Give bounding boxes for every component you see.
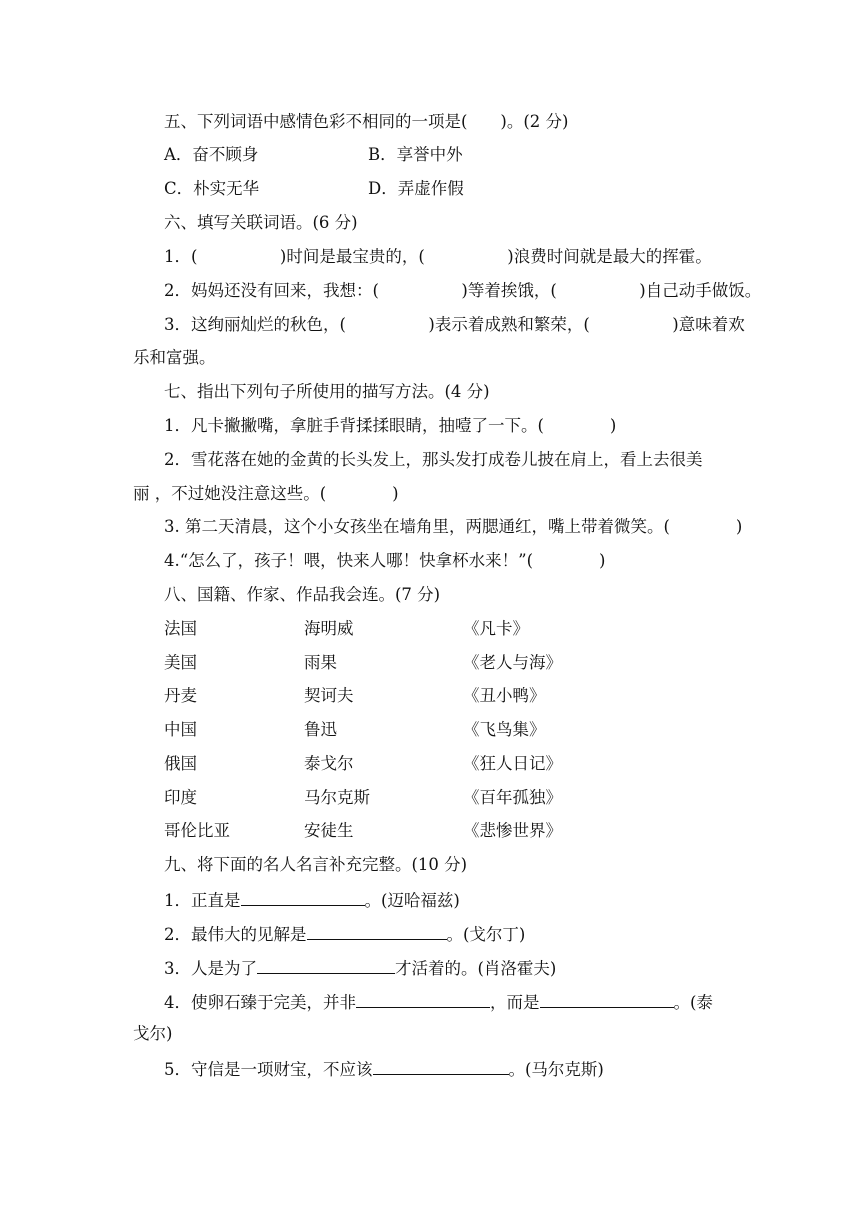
section7-q1: 1．凡卡撇撇嘴，拿脏手背揉揉眼睛，抽噎了一下。( ) — [164, 416, 617, 435]
country-cell: 美国 — [164, 653, 197, 672]
table-row — [164, 820, 730, 842]
section6-q3-line2: 乐和富强。 — [133, 348, 216, 367]
section9-q4 — [164, 990, 730, 1014]
table-row — [164, 685, 730, 707]
option-d: D．弄虚作假 — [368, 179, 464, 198]
author-cell: 雨果 — [304, 653, 337, 672]
q1-suffix: 。(迈哈福兹) — [364, 891, 460, 910]
author-cell: 海明威 — [304, 619, 354, 638]
section6-title: 六、填写关联词语。(6 分) — [164, 213, 358, 232]
work-cell: 《狂人日记》 — [463, 754, 562, 773]
q4-prefix: 4．使卵石臻于完美，并非 — [164, 993, 356, 1012]
section5-title: 五、下列词语中感情色彩不相同的一项是( )。(2 分) — [164, 112, 569, 131]
country-cell: 法国 — [164, 619, 197, 638]
work-cell: 《飞鸟集》 — [463, 720, 546, 739]
country-cell: 中国 — [164, 720, 197, 739]
q5-suffix: 。(马尔克斯) — [508, 1060, 604, 1079]
q2-suffix: 。(戈尔丁) — [446, 925, 526, 944]
section8-title: 八、国籍、作家、作品我会连。(7 分) — [164, 585, 441, 604]
author-cell: 泰戈尔 — [304, 754, 354, 773]
section9-q2 — [164, 922, 730, 946]
author-cell: 安徒生 — [304, 821, 354, 840]
table-row — [164, 753, 730, 775]
section7-q4: 4.“怎么了，孩子！喂，快来人哪！快拿杯水来！”( ) — [164, 551, 606, 570]
table-row — [164, 719, 730, 741]
q5-prefix: 5．守信是一项财宝，不应该 — [164, 1060, 373, 1079]
country-cell: 俄国 — [164, 754, 197, 773]
q4-middle: ，而是 — [490, 993, 540, 1012]
section9-title: 九、将下面的名人名言补充完整。(10 分) — [164, 855, 468, 874]
answer-blank[interactable] — [373, 1057, 509, 1075]
section6-q3-line1: 3．这绚丽灿烂的秋色，( )表示着成熟和繁荣，( )意味着欢 — [164, 315, 745, 334]
section5-options-row2 — [164, 178, 730, 200]
section7-q2-line2: 丽 ，不过她没注意这些。( ) — [133, 484, 399, 503]
country-cell: 印度 — [164, 788, 197, 807]
option-a: A．奋不顾身 — [164, 145, 259, 164]
option-c: C．朴实无华 — [164, 179, 260, 198]
work-cell: 《凡卡》 — [463, 619, 529, 638]
section6-q1: 1．( )时间是最宝贵的，( )浪费时间就是最大的挥霍。 — [164, 247, 712, 266]
section7-q3: 3. 第二天清晨，这个小女孩坐在墙角里，两腮通红，嘴上带着微笑。( ) — [164, 517, 743, 536]
section9-q1 — [164, 888, 730, 912]
work-cell: 《丑小鸭》 — [463, 686, 546, 705]
answer-blank[interactable] — [540, 990, 674, 1008]
q1-prefix: 1．正直是 — [164, 891, 241, 910]
q4-suffix: 。(泰 — [673, 993, 713, 1012]
section6-q2: 2．妈妈还没有回来，我想：( )等着挨饿，( )自己动手做饭。 — [164, 281, 762, 300]
work-cell: 《百年孤独》 — [463, 788, 562, 807]
option-b: B．享誉中外 — [368, 145, 463, 164]
answer-blank[interactable] — [257, 956, 395, 974]
section5-options-row1 — [164, 144, 730, 166]
answer-blank[interactable] — [356, 990, 490, 1008]
table-row — [164, 618, 730, 640]
section9-q4-line2: 戈尔) — [133, 1024, 173, 1043]
author-cell: 契诃夫 — [304, 686, 354, 705]
work-cell: 《悲惨世界》 — [463, 821, 562, 840]
country-cell: 丹麦 — [164, 686, 197, 705]
q2-prefix: 2．最伟大的见解是 — [164, 925, 307, 944]
country-cell: 哥伦比亚 — [164, 821, 230, 840]
q3-prefix: 3．人是为了 — [164, 959, 257, 978]
section9-q5 — [164, 1057, 730, 1081]
section9-q3 — [164, 956, 730, 980]
q3-suffix: 才活着的。(肖洛霍夫) — [395, 959, 557, 978]
table-row — [164, 787, 730, 809]
author-cell: 马尔克斯 — [304, 788, 370, 807]
author-cell: 鲁迅 — [304, 720, 337, 739]
table-row — [164, 652, 730, 674]
section7-q2-line1: 2．雪花落在她的金黄的长头发上，那头发打成卷儿披在肩上，看上去很美 — [164, 450, 703, 469]
answer-blank[interactable] — [241, 888, 365, 906]
section7-title: 七、指出下列句子所使用的描写方法。(4 分) — [164, 382, 490, 401]
answer-blank[interactable] — [307, 922, 447, 940]
work-cell: 《老人与海》 — [463, 653, 562, 672]
